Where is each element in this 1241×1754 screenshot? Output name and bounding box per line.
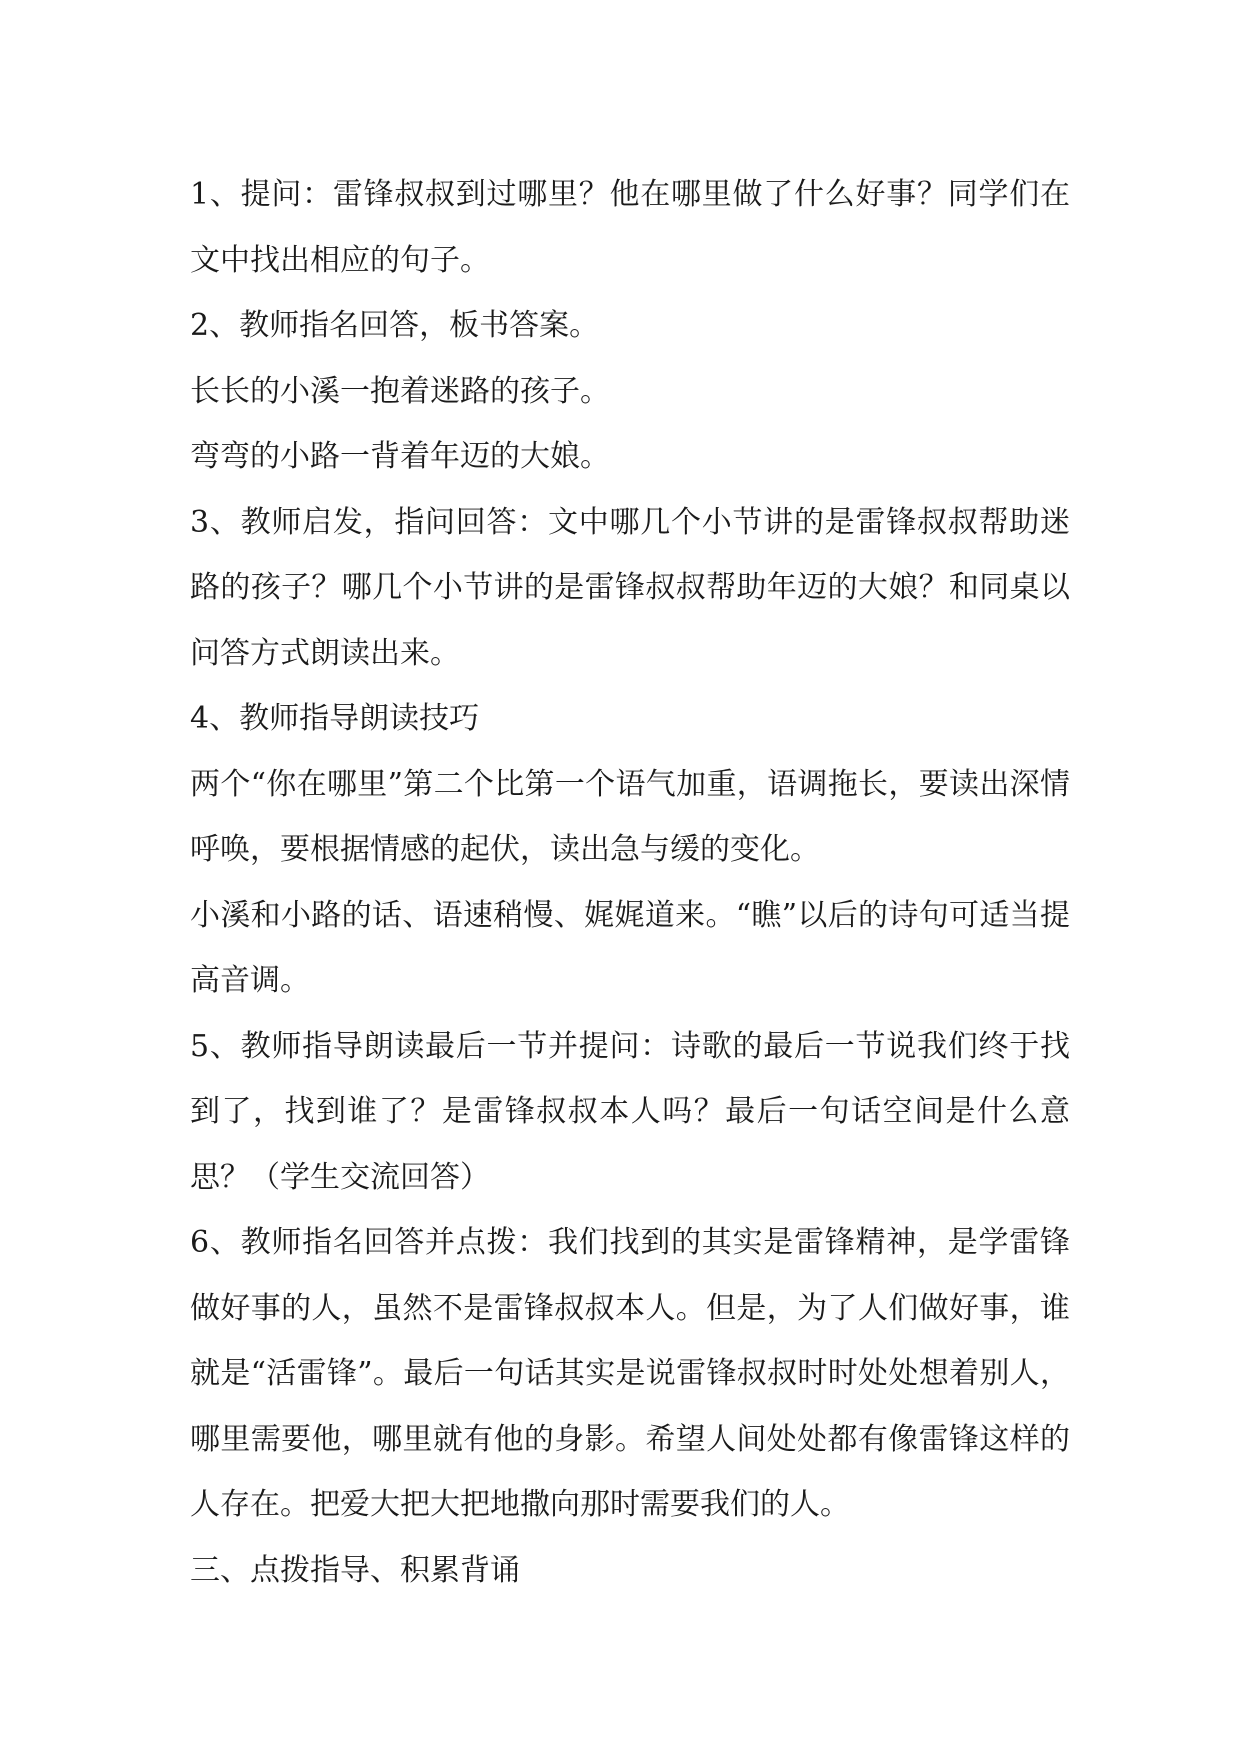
document-page <box>190 162 1070 1603</box>
paragraph-step-3: 3、教师启发，指问回答：文中哪几个小节讲的是雷锋叔叔帮助迷路的孩子？哪几个小节讲的是雷锋叔叔帮助年迈的大娘？和同桌以问答方式朗读出来。 <box>190 504 1070 671</box>
paragraph-step-2: 2、教师指名回答，板书答案。 <box>190 308 600 343</box>
paragraph-answer-2: 弯弯的小路一背着年迈的大娘。 <box>190 439 610 474</box>
paragraph-question-1: 1、提问：雷锋叔叔到过哪里？他在哪里做了什么好事？同学们在文中找出相应的句子。 <box>190 177 1070 278</box>
section-heading-3: 三、点拨指导、积累背诵 <box>190 1552 520 1588</box>
paragraph-step-5: 5、教师指导朗读最后一节并提问：诗歌的最后一节说我们终于找到了，找到谁了？是雷锋叔叔本人吗？最后一句话空间是什么意思？（学生交流回答） <box>190 1028 1070 1195</box>
paragraph-reading-tip-1: 两个“你在哪里”第二个比第一个语气加重，语调拖长，要读出深情呼唤，要根据情感的起伏，读出急与缓的变化。 <box>190 766 1070 867</box>
paragraph-reading-tip-2: 小溪和小路的话、语速稍慢、娓娓道来。“瞧”以后的诗句可适当提高音调。 <box>190 897 1070 998</box>
paragraph-answer-1: 长长的小溪一抱着迷路的孩子。 <box>190 373 610 409</box>
paragraph-step-6: 6、教师指名回答并点拨：我们找到的其实是雷锋精神，是学雷锋做好事的人，虽然不是雷锋叔叔本人。但是，为了人们做好事，谁就是“活雷锋”。最后一句话其实是说雷锋叔叔时时处处想着别人，哪里需要他，哪里就有他的身影。希望人间处处都有像雷锋这样的人存在。把爱大把大把地撒向那时需要我们的人。 <box>190 1225 1070 1522</box>
paragraph-step-4: 4、教师指导朗读技巧 <box>190 701 480 736</box>
